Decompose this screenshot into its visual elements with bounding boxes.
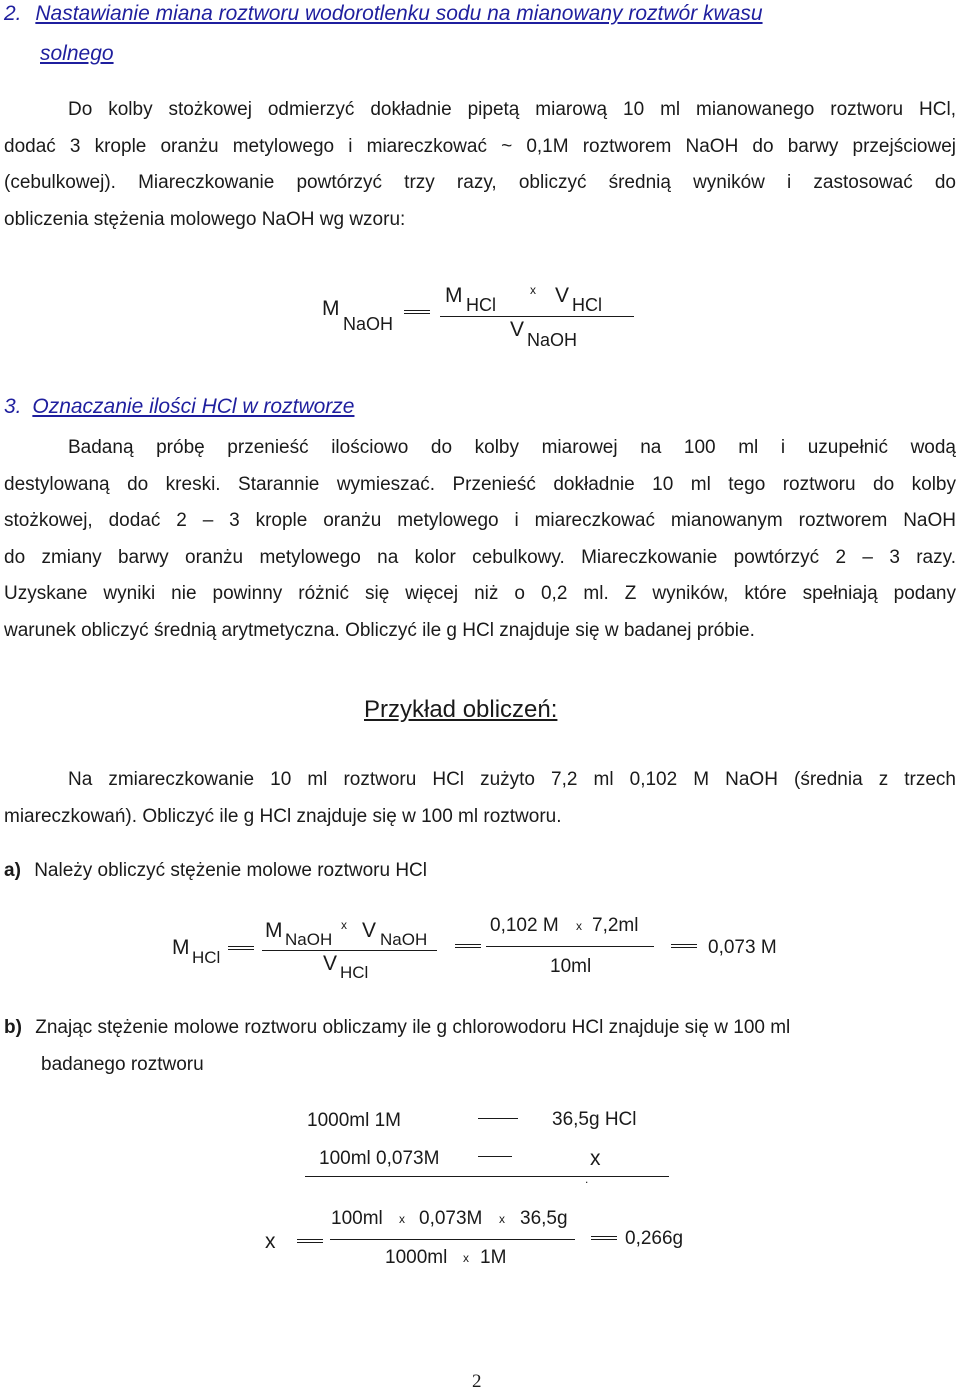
section-3-title: Oznaczanie ilości HCl w roztworze	[32, 395, 355, 418]
formula-symbol: x	[265, 1230, 276, 1253]
denominator-value: 10ml	[550, 956, 592, 977]
formula-symbol: M	[265, 919, 283, 942]
paragraph-line: warunek obliczyć średnią arytmetyczna. Obliczyć ile g HCl znajduje się w badanej próbie.	[4, 619, 755, 641]
section-3-heading	[4, 395, 354, 419]
step-a	[4, 860, 427, 882]
paragraph-line: dodać 3 krople oranżu metylowego i miareczkować ~ 0,1M roztworem NaOH do barwy przejściowej	[4, 135, 956, 157]
fraction-bar	[262, 950, 437, 951]
step-b	[4, 1017, 790, 1039]
step-b-text: Znając stężenie molowe roztworu obliczamy ile g chlorowodoru HCl znajduje się w 100 ml	[35, 1017, 791, 1038]
section-2-number: 2.	[4, 2, 22, 25]
equals-sign	[671, 944, 697, 948]
step-a-text: Należy obliczyć stężenie molowe roztworu HCl	[34, 860, 427, 881]
example-paragraph	[4, 762, 956, 835]
proportion-rule	[305, 1176, 669, 1177]
formula-subscript: HCl	[192, 948, 221, 967]
multiply-sign: x	[530, 283, 536, 297]
section-2-heading	[4, 2, 763, 26]
proportion-unknown: x	[590, 1147, 601, 1170]
formula-symbol: M	[445, 284, 463, 307]
formula-subscript: NaOH	[527, 330, 578, 350]
fraction-bar	[440, 316, 634, 317]
formula-subscript: HCl	[466, 295, 496, 315]
section-2-paragraph	[4, 92, 956, 238]
proportion-right: 36,5g HCl	[552, 1109, 637, 1130]
fraction-bar	[486, 946, 654, 947]
numerator-value: 0,102 M	[490, 915, 559, 936]
multiply-sign: x	[463, 1251, 469, 1265]
paragraph-line: Na zmiareczkowanie 10 ml roztworu HCl zużyto 7,2 ml 0,102 M NaOH (średnia z trzech	[68, 769, 956, 790]
numerator-value: 36,5g	[520, 1208, 568, 1229]
formula-subscript: HCl	[572, 295, 602, 315]
proportion-dash	[478, 1118, 518, 1119]
formula-symbol: V	[362, 919, 377, 942]
equals-sign	[297, 1239, 323, 1243]
proportion-left: 1000ml 1M	[307, 1110, 401, 1131]
multiply-sign: x	[576, 919, 582, 933]
formula-symbol: M	[322, 297, 340, 320]
paragraph-line: stożkowej, dodać 2 – 3 krople oranżu metylowego i miareczkować mianowanym roztworem NaOH	[4, 510, 956, 532]
step-b-label: b)	[4, 1017, 22, 1038]
formula-symbol: V	[510, 318, 525, 341]
section-2-heading-cont	[40, 42, 114, 66]
section-2-title-line1: Nastawianie miana roztworu wodorotlenku sodu na mianowany roztwór kwasu	[35, 2, 763, 25]
multiply-sign: x	[499, 1212, 505, 1226]
fraction-bar	[330, 1239, 575, 1240]
proportion-dash	[478, 1156, 512, 1157]
example-title: Przykład obliczeń:	[364, 696, 558, 723]
equals-sign	[455, 944, 481, 948]
denominator-value: 1000ml	[385, 1247, 448, 1268]
paragraph-line: do zmiany barwy oranżu metylowego na kolor cebulkowy. Miareczkowanie powtórzyć 2 – 3 razy.	[4, 546, 956, 568]
section-3-paragraph	[4, 430, 956, 650]
formula-symbol: V	[323, 952, 338, 975]
equals-sign	[404, 310, 430, 314]
paragraph-line: obliczenia stężenia molowego NaOH wg wzoru:	[4, 208, 406, 230]
formula-symbol: M	[172, 936, 190, 959]
result-value: 0,266g	[625, 1228, 684, 1249]
page-number: 2	[472, 1371, 482, 1392]
numerator-value: 7,2ml	[592, 915, 639, 936]
multiply-sign: x	[399, 1212, 405, 1226]
paragraph-line: miareczkowań). Obliczyć ile g HCl znajduje się w 100 ml roztworu.	[4, 805, 562, 827]
formula-subscript: NaOH	[285, 930, 333, 949]
paragraph-line: (cebulkowej). Miareczkowanie powtórzyć trzy razy, obliczyć średnią wyników i zastosować do	[4, 172, 956, 194]
formula-subscript: HCl	[340, 963, 369, 982]
formula-subscript: NaOH	[380, 930, 428, 949]
step-b-text-cont: badanego roztworu	[41, 1054, 204, 1075]
paragraph-line: Do kolby stożkowej odmierzyć dokładnie pipetą miarową 10 ml mianowanego roztworu HCl,	[68, 99, 956, 120]
step-a-label: a)	[4, 860, 21, 881]
formula-subscript: NaOH	[343, 314, 394, 334]
proportion-dot: .	[585, 1172, 589, 1186]
equals-sign	[591, 1236, 617, 1240]
formula-symbol: V	[555, 284, 570, 307]
denominator-value: 1M	[480, 1247, 507, 1268]
numerator-value: 0,073M	[419, 1208, 483, 1229]
equals-sign	[228, 946, 254, 950]
numerator-value: 100ml	[331, 1208, 383, 1229]
paragraph-line: Badaną próbę przenieść ilościowo do kolby miarowej na 100 ml i uzupełnić wodą	[68, 437, 956, 458]
multiply-sign: x	[341, 918, 347, 932]
section-3-number: 3.	[4, 395, 22, 418]
section-2-title-line2: solnego	[40, 42, 114, 65]
paragraph-line: destylowaną do kreski. Starannie wymieszać. Przenieść dokładnie 10 ml tego roztworu do kolby	[4, 473, 956, 495]
proportion-left: 100ml 0,073M	[319, 1148, 440, 1169]
paragraph-line: Uzyskane wyniki nie powinny różnić się więcej niż o 0,2 ml. Z wyników, które spełniają podany	[4, 583, 956, 605]
result-value: 0,073 M	[708, 937, 777, 958]
